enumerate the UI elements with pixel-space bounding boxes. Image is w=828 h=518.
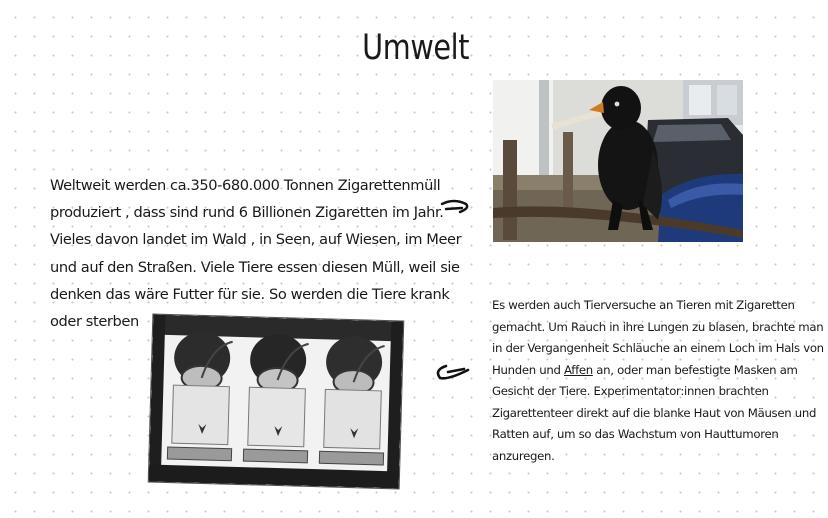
right-paragraph-text-2: an, oder man befestigte Masken am Gesicht der Tiere. Experimentator:innen brachten Zigarettenteer direkt auf die blanke Haut von Mäusen und Ratten auf, um so das Wachstum von Hauttumoren anzuregen. [492,362,817,463]
crow-with-cigarette-photo [493,80,743,242]
hand-drawn-arrow-right-icon [440,196,472,218]
dogs-with-smoking-masks-photo [149,315,404,489]
right-paragraph [492,295,828,467]
page-title: Umwelt [362,28,470,68]
affen-link[interactable]: Affen [563,362,593,377]
hand-drawn-arrow-left-icon [432,360,472,384]
left-paragraph: Weltweit werden ca.350-680.000 Tonnen Zigarettenmüll produziert , dass sind rund 6 Billionen Zigaretten im Jahr. Vieles davon landet im Wald , in Seen, auf Wiesen, im Meer und auf den Straßen. Viele Tiere essen diesen Müll, weil sie denken das wäre Futter für sie. So werden die Tiere krank oder sterben [50,177,462,331]
right-paragraph-text-1: Es werden auch Tierversuche an Tieren mit Zigaretten gemacht. Um Rauch in ihre Lungen zu blasen, brachte man in der Vergangenheit Schläuche an einem Loch im Hals von Hunden und [492,298,824,377]
